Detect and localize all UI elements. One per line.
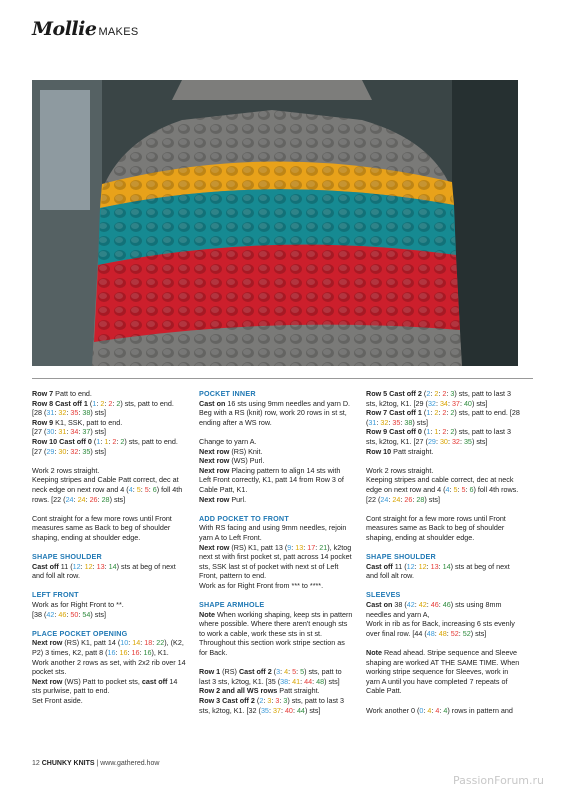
sweater-illustration (32, 80, 518, 366)
pattern-text: Row 7 Patt to end. Row 8 Cast off 1 (1: 2: 2: 2) sts, patt to end. [28 (31: 32: 35: 38) sts] Row 9 K1, SSK, patt to end. [27 (30: 31: 34: 37) sts] Row 10 Cast off 0 (1: 1: 2: 2) sts, patt to end. [27 (29: 30: 32: 35) sts] (32, 389, 178, 456)
pattern-text: Change to yarn A. Next row (RS) Knit. Next row (WS) Purl. Next row Placing pattern to align 14 sts with Left Front correctly, K1, patt 14 from Row 3 of Cable Patt, K1. Next row Purl. (199, 436, 344, 504)
column-3 (366, 389, 520, 725)
pattern-text: Work as for Right Front to **. [38 (42: 46: 50: 54) sts] (32, 600, 124, 619)
pattern-text: Row 5 Cast off 2 (2: 2: 2: 3) sts, patt to last 3 sts, k2tog, K1. [29 (32: 34: 37: 40) sts] Row 7 Cast off 1 (1: 2: 2: 2) sts, patt to end. [28 (31: 32: 35: 38) sts] Row 9 Cast off 0 (1: 1: 2: 2) sts, patt to last 3 sts, k2tog, K1. [27 (29: 30: 32: 35) sts] Row 10 Patt straight. (366, 389, 520, 456)
pattern-text: Cont straight for a few more rows until Front measures same as Back to beg of shoulder shaping, ending at shoulder edge. (32, 513, 172, 542)
mollie-logo: Mollie (32, 18, 97, 40)
pattern-text: Work 2 rows straight. Keeping stripes and cable correct, dec at neck edge on next row and 4 (4: 5: 5: 6) foll 4th rows. [22 (24: 24: 26: 28) sts] (366, 465, 519, 504)
pattern-text: Next row (RS) K1, patt 14 (10: 14: 18: 22), (K2, P2) 3 times, K2, patt 8 (16: 16: 16: 16), K1. Work another 2 rows as set, with 2x2 rib over 14 pocket sts. Next row (WS) Patt to pocket sts, cast off 14 sts purlwise, patt to end. Set Front aside. (32, 638, 186, 705)
pattern-text: Cont straight for a few more rows until Front measures same as Back to beg of shoulder shaping, ending at shoulder edge. (366, 513, 506, 542)
pattern-text: Cast on 16 sts using 9mm needles and yarn D. Beg with a RS (knit) row, work 20 rows in st st, ending after a WS row. (199, 398, 351, 427)
pattern-text: Work another 0 (0: 4: 4: 4) rows in pattern and (366, 705, 513, 715)
section-heading: PLACE POCKET OPENING (32, 628, 128, 638)
pattern-text: Cast off 11 (12: 12: 13: 14) sts at beg of next and foll alt row. (32, 561, 176, 581)
page-number: 12 (32, 760, 40, 767)
page-footer (32, 760, 159, 767)
website-link[interactable]: www.gathered.how (100, 760, 160, 767)
divider-line (32, 378, 533, 379)
sweater-photo (32, 80, 518, 366)
pattern-text: Cast off 11 (12: 12: 13: 14) sts at beg of next and foll alt row. (366, 561, 510, 581)
masthead (32, 18, 138, 42)
watermark: PassionForum.ru (453, 774, 544, 787)
pattern-text: Work 2 rows straight. Keeping stripes and Cable Patt correct, dec at neck edge on next row and 4 (4: 5: 5: 6) foll 4th rows. [22 (24: 24: 26: 28) sts] (32, 465, 183, 504)
pattern-text: Cast on 38 (42: 42: 46: 46) sts using 8mm needles and yarn A, Work in rib as for Back, increasing 6 sts evenly over final row. [44 (48: 48: 52: 52) sts] (366, 600, 515, 638)
pattern-text: Note Read ahead. Stripe sequence and Sleeve shaping are worked AT THE SAME TIME. When working stripe sequence for Sleeves, work in yarn A until you have completed 7 repeats of Cable Patt. (366, 648, 520, 696)
section-heading: SHAPE ARMHOLE (199, 600, 265, 610)
section-heading: POCKET INNER (199, 389, 256, 398)
pattern-text: Row 1 (RS) Cast off 2 (3: 4: 5: 5) sts, patt to last 3 sts, k2tog, K1. [35 (38: 41: 44: 48) sts] Row 2 and all WS rows Patt straight. Row 3 Cast off 2 (2: 3: 3: 3) sts, patt to last 3 sts, k2tog, K1. [32 (35: 37: 40: 44) sts] (199, 667, 345, 715)
pattern-text: Note When working shaping, keep sts in pattern where possible. Where there aren't enough sts to work a cable, work these sts in st st. Throughout this section work stripe section as for Back. (199, 609, 353, 658)
footer-separator: | (96, 760, 99, 767)
magazine-name: CHUNKY KNITS (41, 760, 95, 767)
pattern-text: With RS facing and using 9mm needles, rejoin yarn A to Left Front. Next row (RS) K1, patt 13 (9: 13: 17: 21), k2tog next st with first pocket st, patt across 14 pocket sts, SSK last st of pocket with next st of Left Front, pattern to end. Work as for Right Front from *** to ****. (199, 523, 352, 590)
section-heading: SHAPE SHOULDER (366, 552, 436, 562)
column-1 (32, 389, 186, 715)
section-label: MAKES (98, 26, 139, 38)
section-heading: ADD POCKET TO FRONT (199, 513, 289, 523)
section-heading: SHAPE SHOULDER (32, 552, 102, 562)
section-heading: LEFT FRONT (32, 590, 79, 600)
section-heading: SLEEVES (366, 590, 401, 600)
column-2 (199, 389, 353, 725)
